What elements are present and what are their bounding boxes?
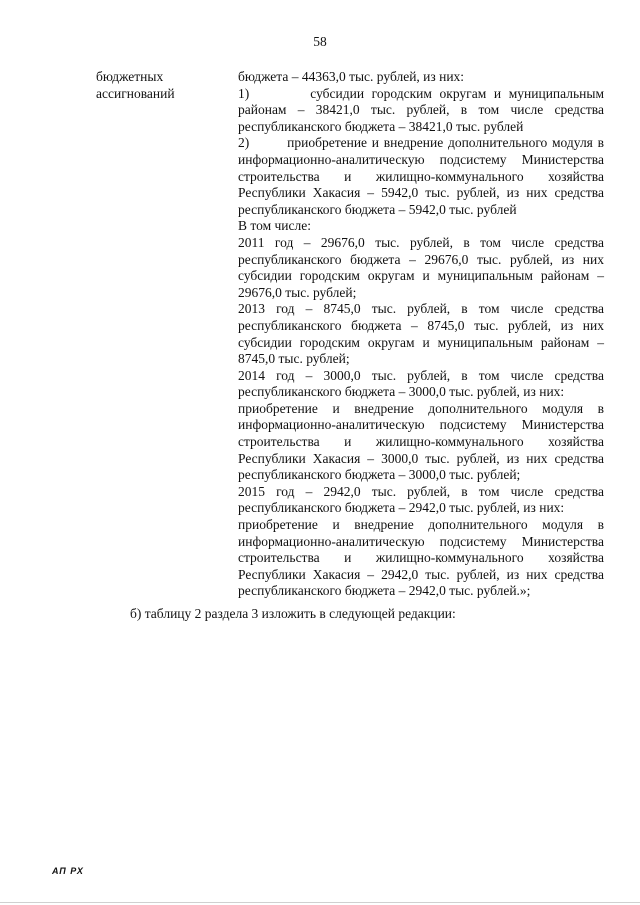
page-bottom-edge xyxy=(0,902,640,903)
table-left-column xyxy=(96,69,226,102)
paragraph-year-2013: 2013 год – 8745,0 тыс. рублей, в том числе средства республиканского бюджета – 8745,0 тыс. рублей, из них субсидии городским округам и муниципальным районам – 8745,0 тыс. рублей; xyxy=(238,301,604,367)
footer-stamp: АП РХ xyxy=(52,866,84,876)
table-right-column xyxy=(238,69,608,600)
paragraph-year-2014: 2014 год – 3000,0 тыс. рублей, в том числе средства республиканского бюджета – 3000,0 тыс. рублей, из них: xyxy=(238,367,604,400)
instruction-paragraph: б) таблицу 2 раздела 3 изложить в следующей редакции: xyxy=(130,606,456,621)
paragraph-year-2011: 2011 год – 29676,0 тыс. рублей, в том числе средства республиканского бюджета – 29676,0 тыс. рублей, из них субсидии городским округам и муниципальным районам – 29676,0 тыс. рублей; xyxy=(238,234,604,300)
paragraph-budget-total: бюджета – 44363,0 тыс. рублей, из них: xyxy=(238,69,465,84)
paragraph-including: В том числе: xyxy=(238,218,311,234)
left-label-line-2: ассигнований xyxy=(96,85,175,101)
left-label-line-1: бюджетных xyxy=(96,69,164,84)
page-number: 58 xyxy=(313,34,327,49)
paragraph-2015-module: приобретение и внедрение дополнительного модуля в информационно-аналитическую подсистему Министерства строительства и жилищно-коммунального хозяйства Республики Хакасия – 2942,0 тыс. рублей, из них средства республиканского бюджета – 2942,0 тыс. рублей.»; xyxy=(238,517,604,599)
paragraph-item-1: 1) субсидии городским округам и муниципальным районам – 38421,0 тыс. рублей, в том числе средства республиканского бюджета – 38421,0 тыс. рублей xyxy=(238,85,608,134)
paragraph-2014-module: приобретение и внедрение дополнительного модуля в информационно-аналитическую подсистему Министерства строительства и жилищно-коммунального хозяйства Республики Хакасия – 3000,0 тыс. рублей, из них средства республиканского бюджета – 3000,0 тыс. рублей; xyxy=(238,400,604,483)
paragraph-item-2: 2) приобретение и внедрение дополнительного модуля в информационно-аналитическую подсистему Министерства строительства и жилищно-коммунального хозяйства Республики Хакасия – 5942,0 тыс. рублей, из них средства республиканского бюджета – 5942,0 тыс. рублей xyxy=(238,135,608,217)
paragraph-year-2015: 2015 год – 2942,0 тыс. рублей, в том числе средства республиканского бюджета – 2942,0 тыс. рублей, из них: xyxy=(238,483,604,516)
